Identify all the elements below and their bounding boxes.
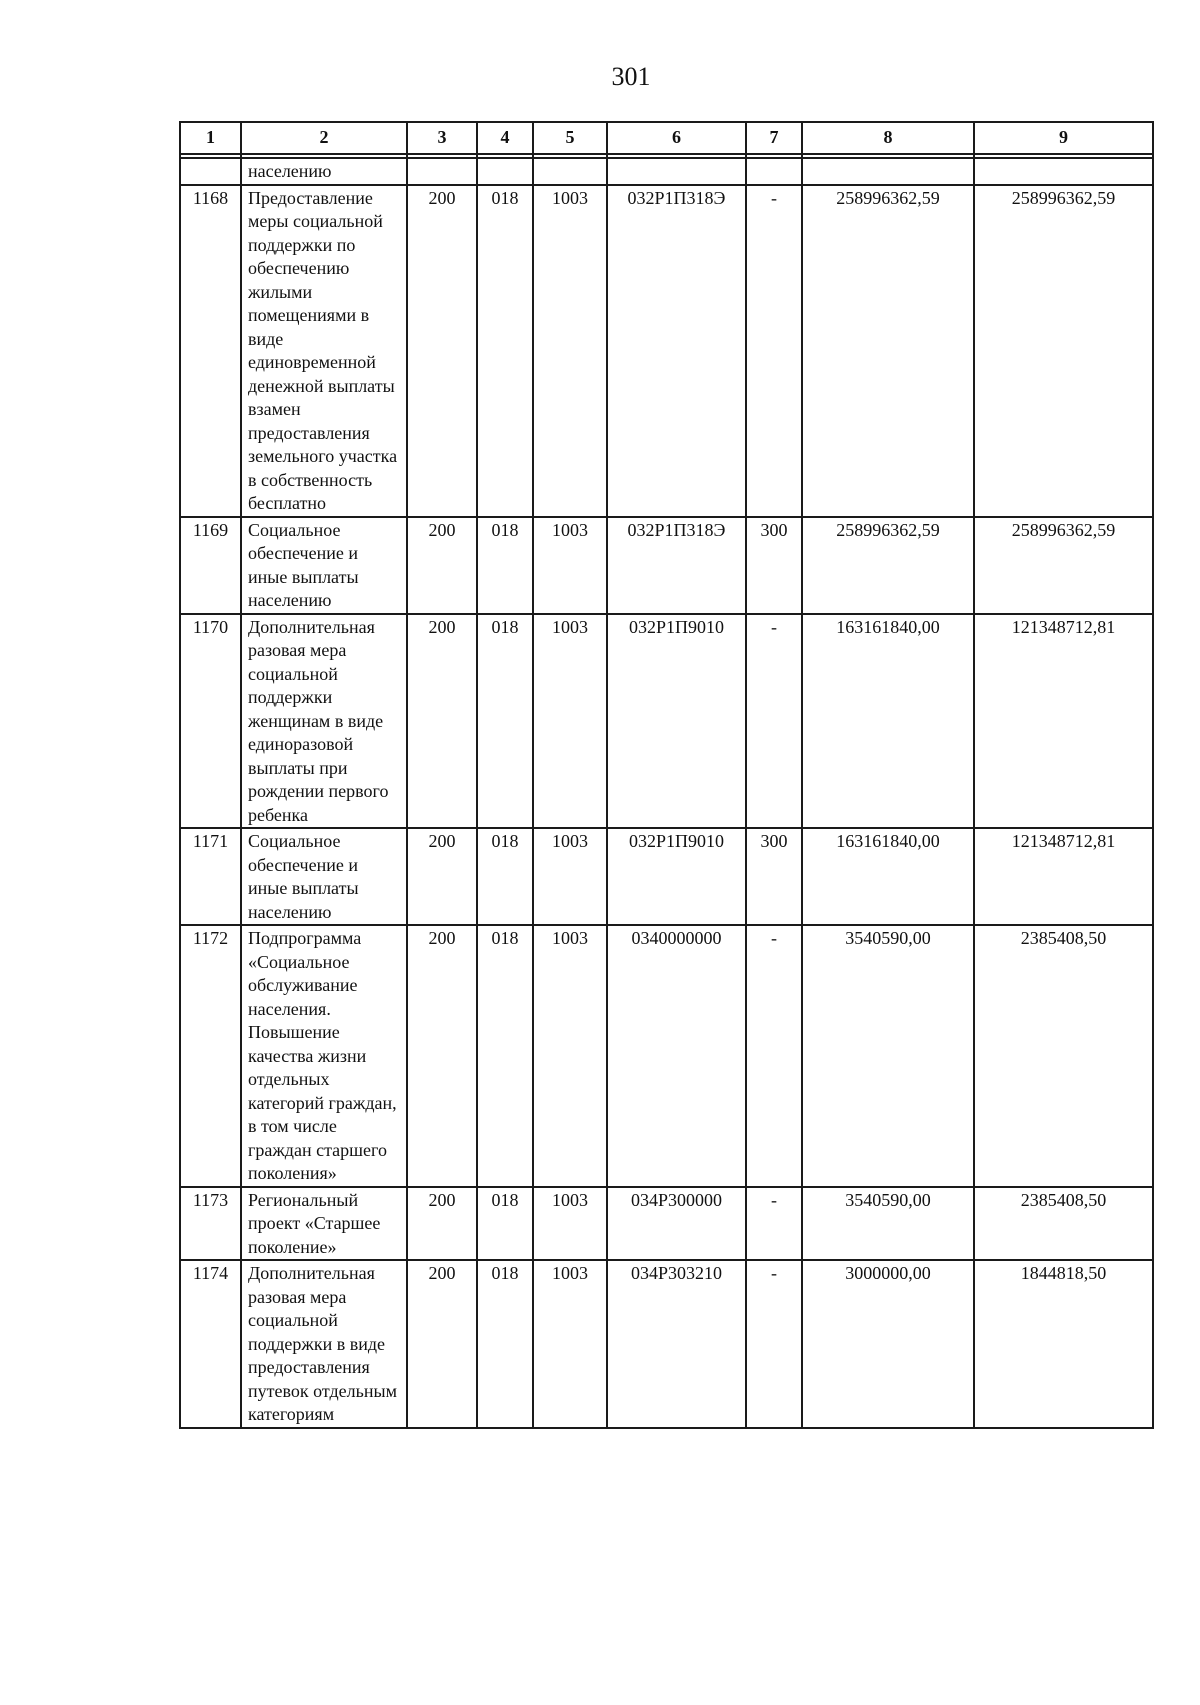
row-col6: 034Р303210 — [607, 1260, 746, 1428]
col-header-8: 8 — [802, 122, 974, 154]
row-col8: 3540590,00 — [802, 925, 974, 1187]
row-col9: 1844818,50 — [974, 1260, 1153, 1428]
row-col9: 121348712,81 — [974, 828, 1153, 925]
row-col7: - — [746, 925, 802, 1187]
row-col6: 032Р1П318Э — [607, 185, 746, 517]
row-name: Социальное обеспечение и иные выплаты населению — [241, 517, 407, 614]
row-col6: 032Р1П318Э — [607, 517, 746, 614]
row-number: 1168 — [180, 185, 241, 517]
col-header-1: 1 — [180, 122, 241, 154]
row-col5: 1003 — [533, 517, 607, 614]
row-col5: 1003 — [533, 614, 607, 829]
row-col8: 258996362,59 — [802, 185, 974, 517]
row-col6: 0340000000 — [607, 925, 746, 1187]
row-number — [180, 158, 241, 185]
table-row — [180, 614, 1153, 829]
row-col3: 200 — [407, 828, 477, 925]
row-col6: 034Р300000 — [607, 1187, 746, 1261]
row-col9: 2385408,50 — [974, 1187, 1153, 1261]
col-header-2: 2 — [241, 122, 407, 154]
row-col4: 018 — [477, 1260, 533, 1428]
row-col3: 200 — [407, 185, 477, 517]
row-name: Социальное обеспечение и иные выплаты населению — [241, 828, 407, 925]
row-col8: 3540590,00 — [802, 1187, 974, 1261]
row-col4: 018 — [477, 517, 533, 614]
row-col9: 258996362,59 — [974, 517, 1153, 614]
row-col7: - — [746, 1260, 802, 1428]
row-col9: 121348712,81 — [974, 614, 1153, 829]
row-col3: 200 — [407, 925, 477, 1187]
row-name: населению — [241, 158, 407, 185]
row-col7: - — [746, 185, 802, 517]
row-col7 — [746, 158, 802, 185]
row-col3: 200 — [407, 1260, 477, 1428]
row-col6: 032Р1П9010 — [607, 614, 746, 829]
row-col5: 1003 — [533, 185, 607, 517]
col-header-5: 5 — [533, 122, 607, 154]
row-col5: 1003 — [533, 925, 607, 1187]
row-col6: 032Р1П9010 — [607, 828, 746, 925]
row-col8: 163161840,00 — [802, 614, 974, 829]
table-row — [180, 1187, 1153, 1261]
col-header-4: 4 — [477, 122, 533, 154]
row-col8: 258996362,59 — [802, 517, 974, 614]
row-number: 1173 — [180, 1187, 241, 1261]
row-name: Подпрограмма «Социальное обслуживание населения. Повышение качества жизни отдельных категорий граждан, в том числе граждан старшего поколения» — [241, 925, 407, 1187]
page-number: 301 — [611, 62, 651, 91]
row-col4: 018 — [477, 1187, 533, 1261]
row-col7: 300 — [746, 517, 802, 614]
row-col3: 200 — [407, 1187, 477, 1261]
row-number: 1174 — [180, 1260, 241, 1428]
row-col5: 1003 — [533, 1260, 607, 1428]
table-row — [180, 158, 1153, 185]
row-col7: - — [746, 1187, 802, 1261]
header-row — [180, 122, 1153, 154]
row-col5: 1003 — [533, 828, 607, 925]
row-col8: 3000000,00 — [802, 1260, 974, 1428]
row-col9: 2385408,50 — [974, 925, 1153, 1187]
row-number: 1171 — [180, 828, 241, 925]
row-col4: 018 — [477, 614, 533, 829]
row-name: Предоставление меры социальной поддержки по обеспечению жилыми помещениями в виде единовременной денежной выплаты взамен предоставления земельного участка в собственность бесплатно — [241, 185, 407, 517]
row-number: 1169 — [180, 517, 241, 614]
row-number: 1170 — [180, 614, 241, 829]
table-row — [180, 925, 1153, 1187]
row-col8: 163161840,00 — [802, 828, 974, 925]
budget-table — [179, 121, 1154, 1429]
row-col6 — [607, 158, 746, 185]
col-header-6: 6 — [607, 122, 746, 154]
row-col4: 018 — [477, 828, 533, 925]
row-number: 1172 — [180, 925, 241, 1187]
col-header-7: 7 — [746, 122, 802, 154]
row-col9: 258996362,59 — [974, 185, 1153, 517]
row-col7: - — [746, 614, 802, 829]
row-col4: 018 — [477, 185, 533, 517]
row-col8 — [802, 158, 974, 185]
row-col4: 018 — [477, 925, 533, 1187]
table-row — [180, 1260, 1153, 1428]
table-row — [180, 517, 1153, 614]
row-col4 — [477, 158, 533, 185]
row-name: Региональный проект «Старшее поколение» — [241, 1187, 407, 1261]
row-col7: 300 — [746, 828, 802, 925]
table-row — [180, 185, 1153, 517]
table-row — [180, 828, 1153, 925]
row-col9 — [974, 158, 1153, 185]
row-name: Дополнительная разовая мера социальной поддержки в виде предоставления путевок отдельным категориям — [241, 1260, 407, 1428]
row-col3 — [407, 158, 477, 185]
col-header-3: 3 — [407, 122, 477, 154]
row-col5: 1003 — [533, 1187, 607, 1261]
row-col5 — [533, 158, 607, 185]
row-col3: 200 — [407, 517, 477, 614]
col-header-9: 9 — [974, 122, 1153, 154]
row-col3: 200 — [407, 614, 477, 829]
row-name: Дополнительная разовая мера социальной поддержки женщинам в виде единоразовой выплаты при рождении первого ребенка — [241, 614, 407, 829]
